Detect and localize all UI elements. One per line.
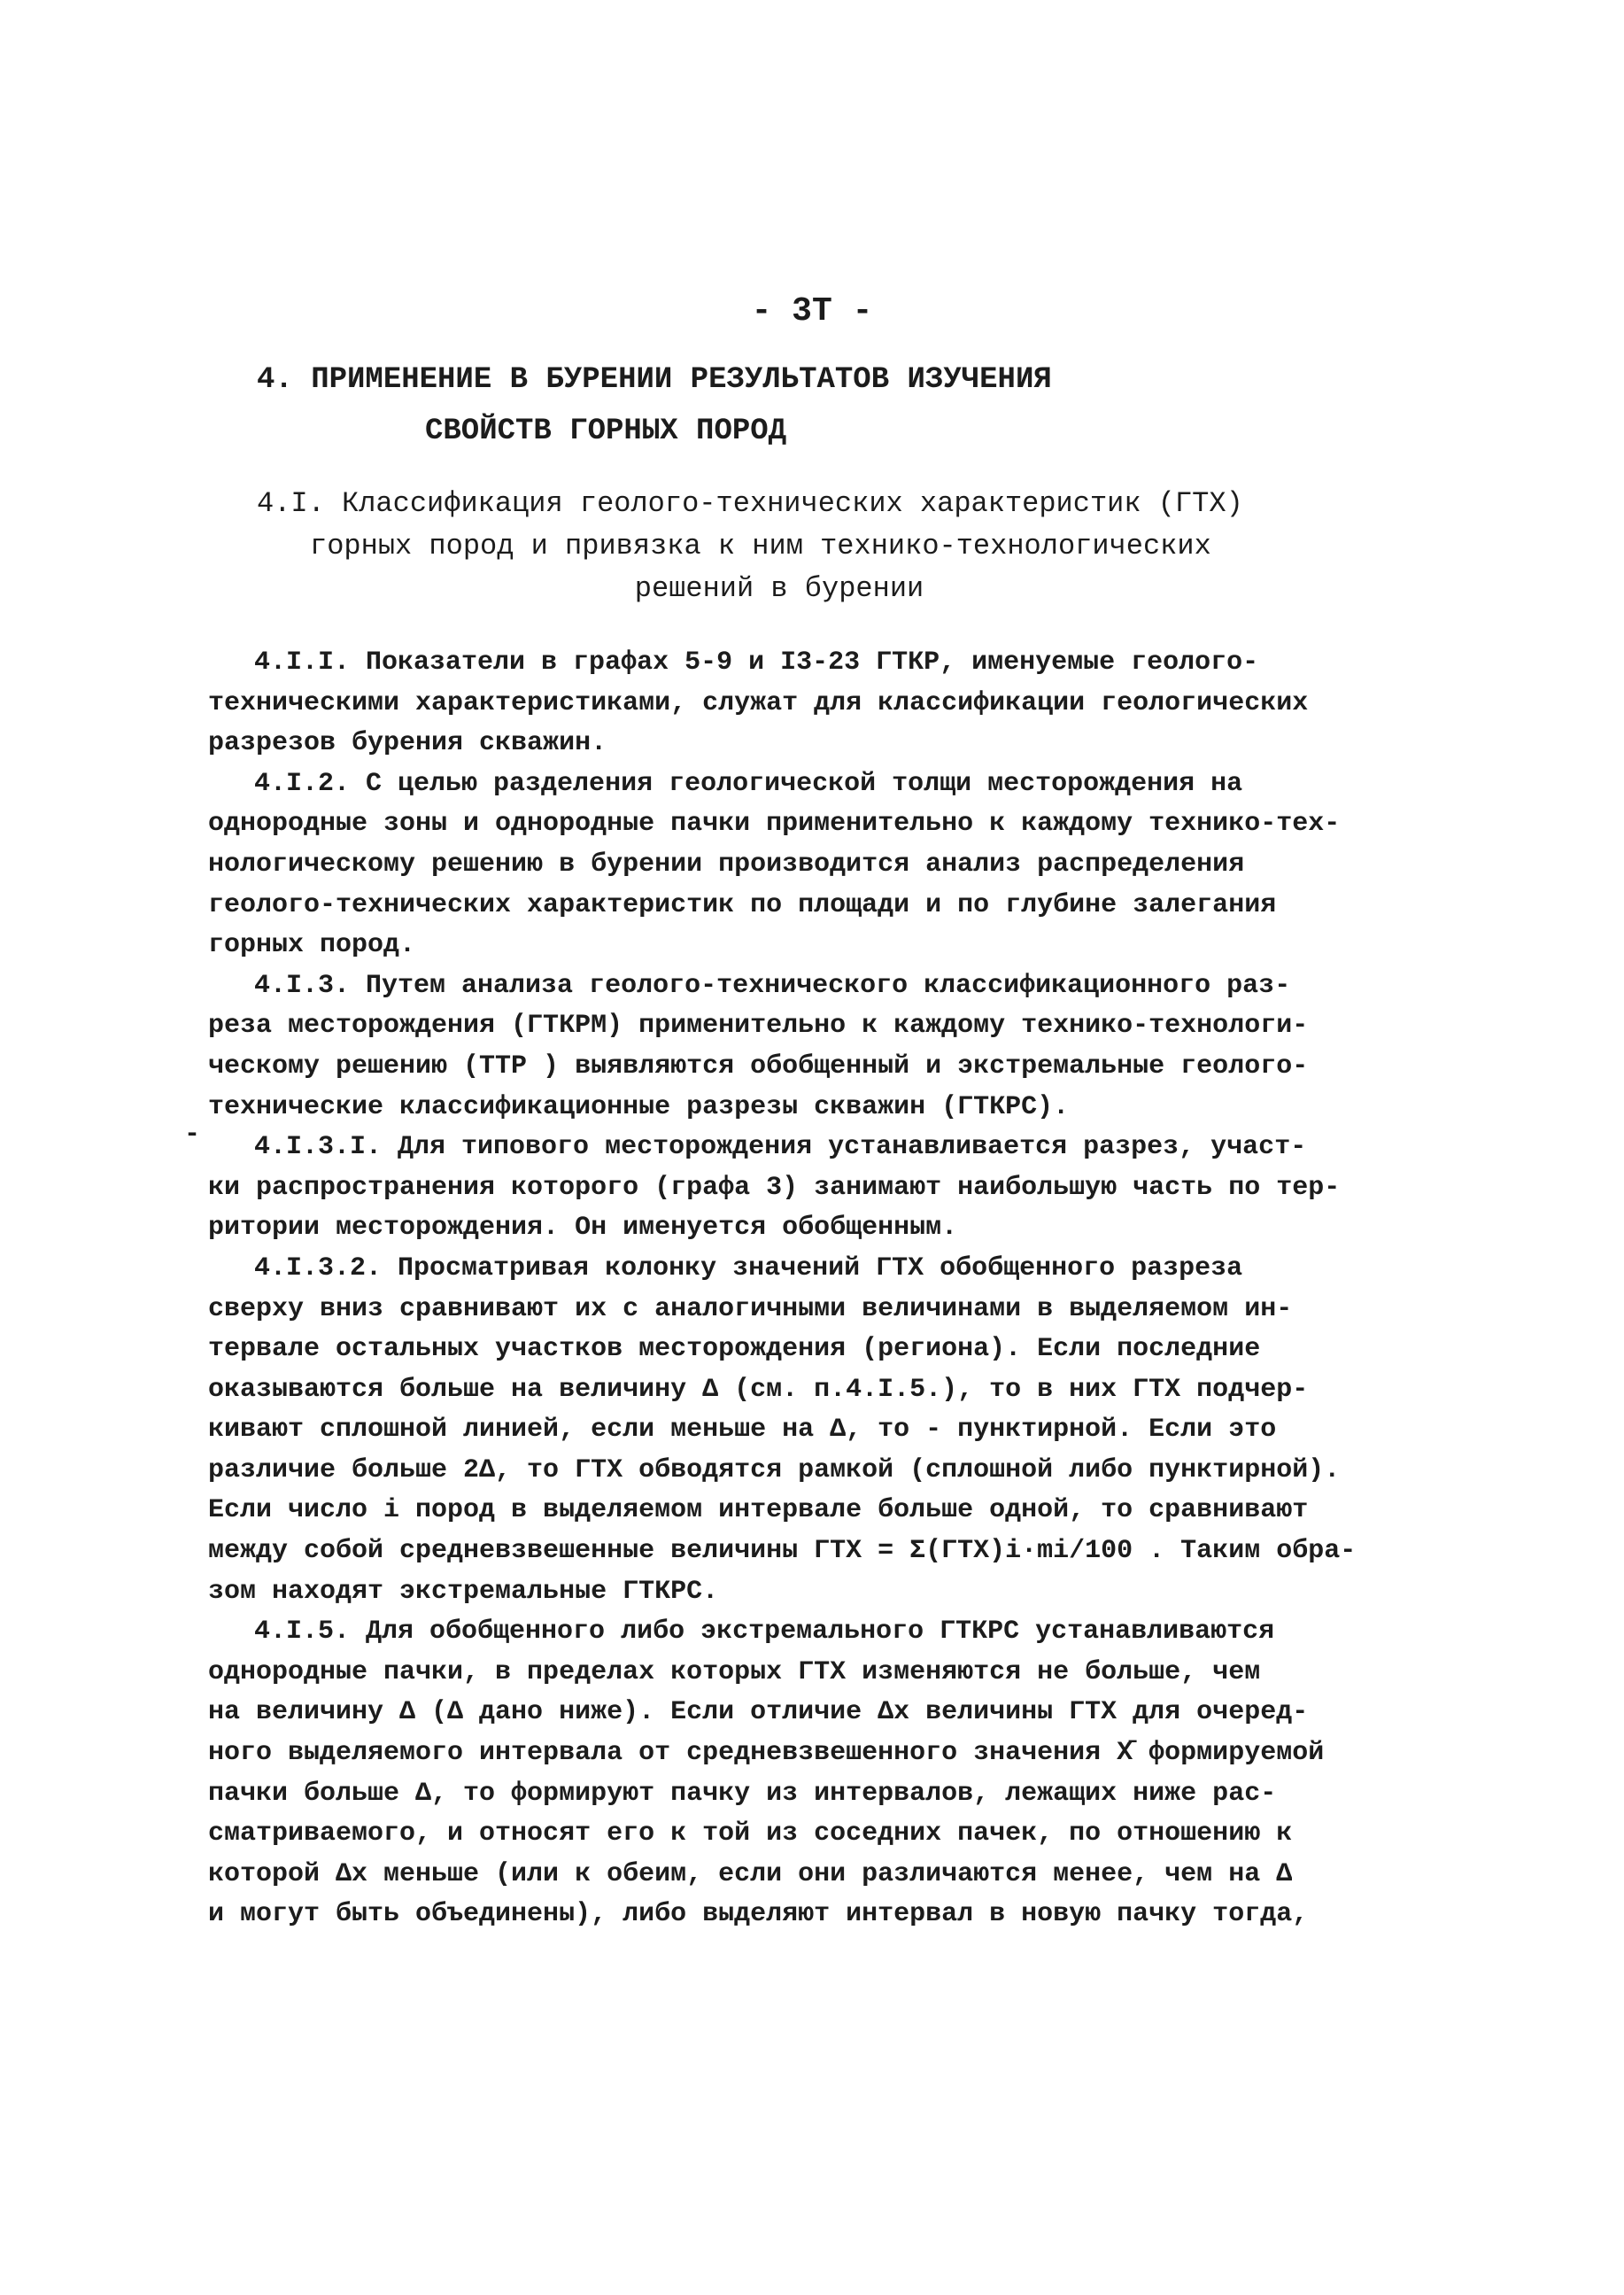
paragraph-line: 4.I.2. С целью разделения геологической толщи месторождения на <box>254 768 1243 799</box>
paragraph-line: 4.I.3. Путем анализа геолого-технического классификационного раз- <box>254 970 1291 1001</box>
paragraph-line: зом находят экстремальные ГТКРС. <box>208 1576 719 1607</box>
subsection-title-line-1: 4.I. Классификация геолого-технических характеристик (ГТХ) <box>257 487 1243 520</box>
paragraph-line: ного выделяемого интервала от средневзвешенного значения Х̄ формируемой <box>208 1738 1325 1769</box>
page-number: - 3Т - <box>751 292 873 330</box>
paragraph-line: тервале остальных участков месторождения (региона). Если последние <box>208 1334 1261 1365</box>
paragraph-line: реза месторождения (ГТКРМ) применительно к каждому технико-технологи- <box>208 1011 1309 1042</box>
section-title-line-2: СВОЙСТВ ГОРНЫХ ПОРОД <box>425 415 787 448</box>
paragraph-line: между собой средневзвешенные величины ГТХ = Σ(ГТХ)i·mi/100 . Таким обра- <box>208 1536 1357 1567</box>
paragraph-4-1-3 <box>208 966 1324 1128</box>
paragraph-line: нологическому решению в бурении производится анализ распределения <box>208 849 1245 880</box>
paragraph-line: сматриваемого, и относят его к той из соседних пачек, по отношению к <box>208 1818 1293 1849</box>
paragraph-line: ки распространения которого (графа 3) занимают наибольшую часть по тер- <box>208 1172 1341 1203</box>
paragraph-line: техническими характеристиками, служат для классификации геологических <box>208 687 1309 718</box>
paragraph-line: Если число i пород в выделяемом интервале больше одной, то сравнивают <box>208 1495 1309 1526</box>
paragraph-line: геолого-технических характеристик по площади и по глубине залегания <box>208 889 1277 920</box>
body-text <box>208 643 1357 1935</box>
paragraph-4-1-5 <box>208 1612 1324 1935</box>
paragraph-line: пачки больше Δ, то формируют пачку из интервалов, лежащих ниже рас- <box>208 1778 1277 1809</box>
subsection-title <box>257 483 1337 610</box>
paragraph-line: технические классификационные разрезы скважин (ГТКРС). <box>208 1091 1070 1122</box>
paragraph-line: ческому решению (ТТР ) выявляются обобщенный и экстремальные геолого- <box>208 1051 1309 1082</box>
margin-mark: - <box>184 1120 201 1150</box>
paragraph-line: 4.I.I. Показатели в графах 5-9 и I3-23 ГТКР, именуемые геолого- <box>254 647 1259 678</box>
paragraph-line: однородные зоны и однородные пачки применительно к каждому технико-тех- <box>208 809 1341 840</box>
section-title <box>257 354 1408 457</box>
paragraph-line: 4.I.3.I. Для типового месторождения устанавливается разрез, участ- <box>254 1132 1307 1163</box>
paragraph-4-1-1 <box>208 643 1324 764</box>
paragraph-line: которой Δх меньше (или к обеим, если они различаются менее, чем на Δ <box>208 1858 1293 1889</box>
paragraph-line: горных пород. <box>208 930 416 961</box>
paragraph-line: ритории месторождения. Он именуется обобщенным. <box>208 1213 958 1244</box>
paragraph-line: сверху вниз сравнивают их с аналогичными величинами в выделяемом ин- <box>208 1293 1293 1324</box>
section-title-line-1: 4. ПРИМЕНЕНИЕ В БУРЕНИИ РЕЗУЛЬТАТОВ ИЗУЧЕНИЯ <box>257 363 1052 397</box>
paragraph-4-1-3-1 <box>208 1128 1341 1249</box>
paragraph-line: оказываются больше на величину Δ (см. п.4.I.5.), то в них ГТХ подчер- <box>208 1374 1309 1405</box>
paragraph-line: 4.I.3.2. Просматривая колонку значений ГТХ обобщенного разреза <box>254 1252 1243 1283</box>
paragraph-line: однородные пачки, в пределах которых ГТХ изменяются не больше, чем <box>208 1656 1261 1687</box>
paragraph-4-1-2 <box>208 764 1341 966</box>
paragraph-line: кивают сплошной линией, если меньше на Δ, то - пунктирной. Если это <box>208 1415 1277 1446</box>
paragraph-line: и могут быть объединены), либо выделяют интервал в новую пачку тогда, <box>208 1899 1309 1930</box>
paragraph-line: на величину Δ (Δ дано ниже). Если отличие Δх величины ГТХ для очеред- <box>208 1697 1309 1728</box>
subsection-title-line-3: решений в бурении <box>634 572 924 605</box>
paragraph-line: различие больше 2Δ, то ГТХ обводятся рамкой (сплошной либо пунктирной). <box>208 1454 1341 1485</box>
paragraph-line: разрезов бурения скважин. <box>208 728 607 759</box>
paragraph-line: 4.I.5. Для обобщенного либо экстремального ГТКРС устанавливаются <box>254 1617 1275 1648</box>
paragraph-4-1-3-2 <box>208 1249 1357 1612</box>
subsection-title-line-2: горных пород и привязка к ним технико-технологических <box>310 530 1211 562</box>
